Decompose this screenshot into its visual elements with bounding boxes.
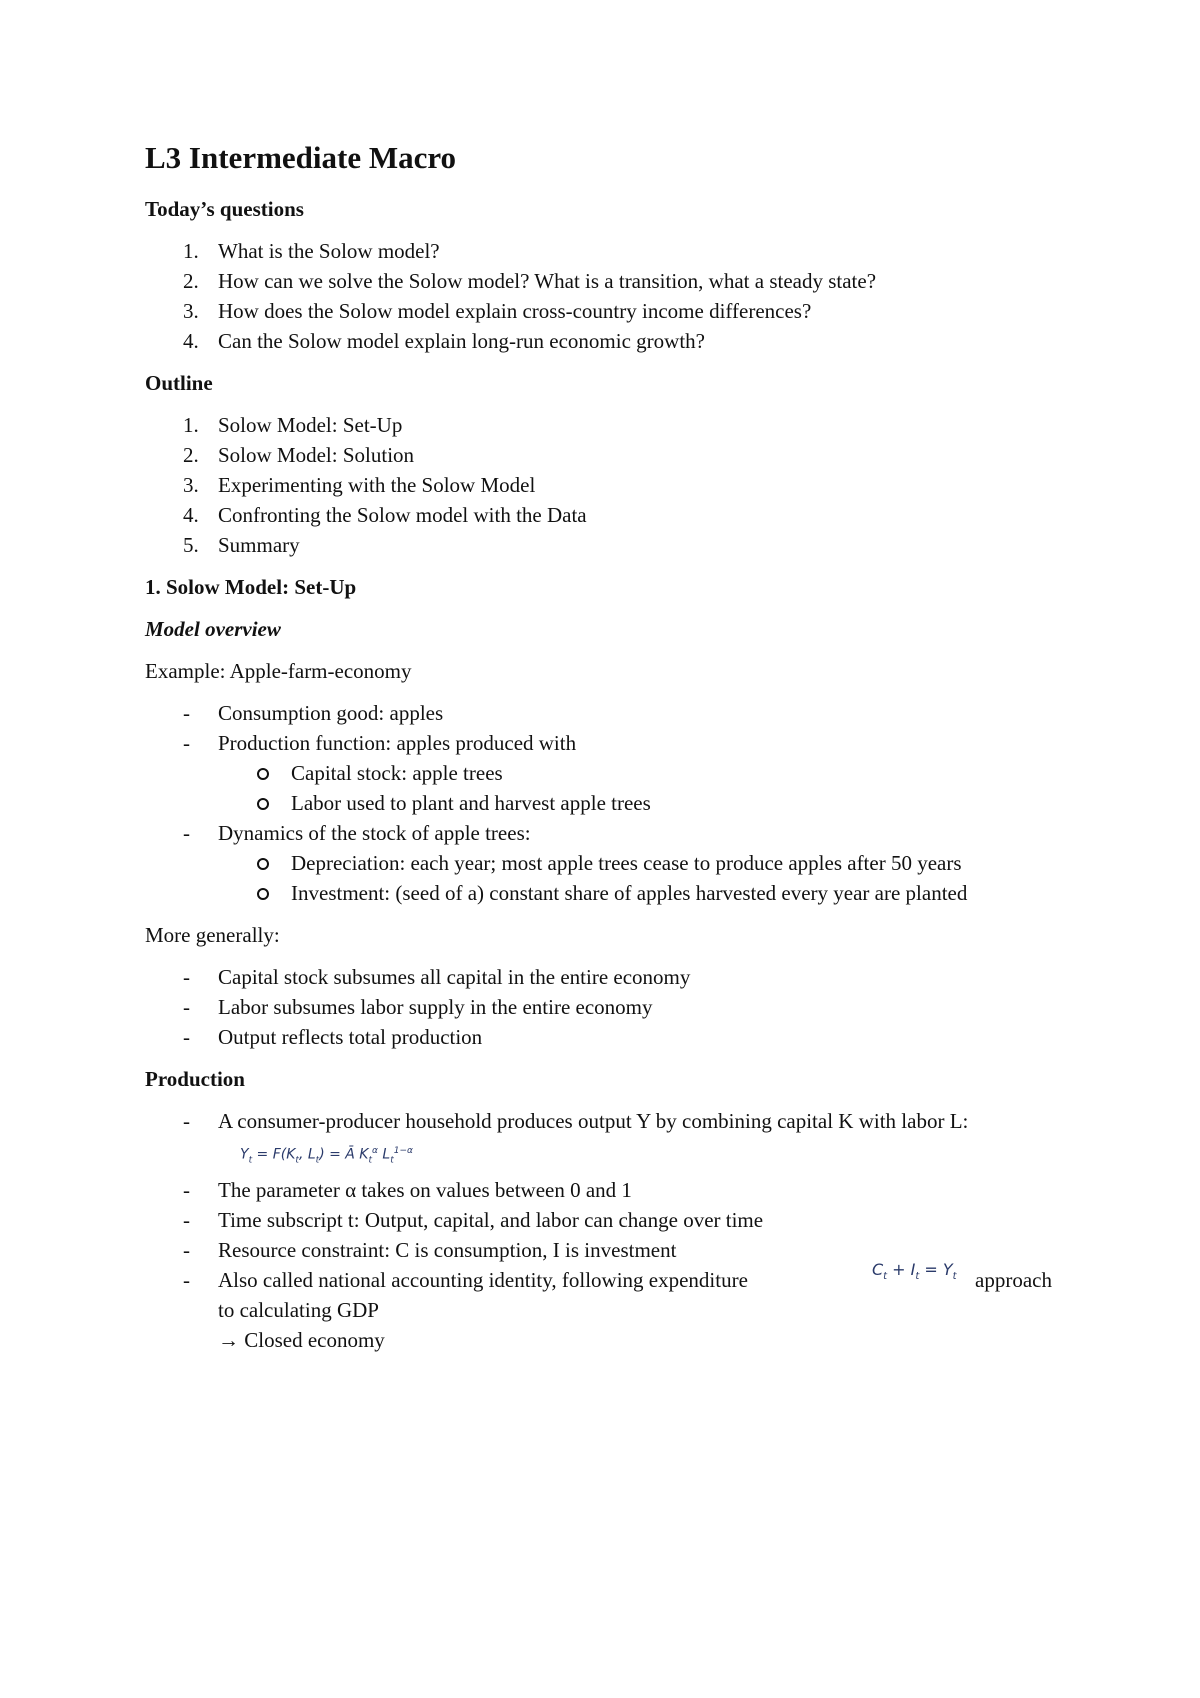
list-item: 4. Can the Solow model explain long-run economic growth? [183, 329, 705, 353]
general-list [145, 962, 1065, 1052]
questions-list [145, 236, 1065, 356]
production-list [145, 1106, 1065, 1355]
sub-list-item: Capital stock: apple trees [218, 758, 1065, 788]
circle-bullet-icon [257, 888, 269, 900]
page-title: L3 Intermediate Macro [145, 140, 457, 175]
list-item: 5. Summary [183, 533, 300, 557]
production-function-formula: $Y_t = F(K_t$, $L_t$) = Ā $K_t^\alpha$ $L_t^{1-\alpha}$ [240, 1146, 413, 1166]
list-item: - Production function: apples produced with Capital stock: apple trees Labor used to plant and harvest apple trees [145, 728, 1065, 818]
list-item: 3. Experimenting with the Solow Model [183, 473, 536, 497]
list-item: - The parameter α takes on values between 0 and 1 [183, 1178, 632, 1203]
outline-heading: Outline [145, 371, 213, 395]
list-item: - Capital stock subsumes all capital in the entire economy [183, 965, 691, 989]
questions-heading: Today’s questions [145, 197, 304, 221]
list-item: - Labor subsumes labor supply in the entire economy [183, 995, 653, 1019]
list-item: 3. How does the Solow model explain cross-country income differences? [183, 299, 812, 323]
example-text: Example: Apple-farm-economy [145, 659, 412, 683]
section-heading: 1. Solow Model: Set-Up [145, 575, 357, 599]
more-generally-text: More generally: [145, 923, 280, 947]
circle-bullet-icon [257, 858, 269, 870]
circle-bullet-icon [257, 798, 269, 810]
list-item: 2. Solow Model: Solution [183, 443, 415, 467]
subsection-heading: Model overview [145, 617, 281, 641]
list-item: - A consumer-producer household produces output Y by combining capital K with labor $L:Y_t = F(K_t$, $L_t$) = Ā $K_t^\alpha$ $L_t^{1-\alpha}$ [145, 1106, 1065, 1175]
overview-list [145, 698, 1065, 908]
list-item: - Dynamics of the stock of apple trees: Depreciation: each year; most apple trees cease to produce apples after 50 years Investment: (seed of a) constant share of apples harvested every year are planted [145, 818, 1065, 908]
sub-list-item: Depreciation: each year; most apple trees cease to produce apples after 50 years [218, 848, 1065, 878]
sub-list [218, 758, 1065, 818]
list-item: 4. Confronting the Solow model with the Data [183, 503, 587, 527]
list-item: 1. Solow Model: Set-Up [183, 413, 403, 437]
sub-list [218, 848, 1065, 908]
circle-bullet-icon [257, 768, 269, 780]
list-item: - Resource constraint: C is consumption, I is investment [183, 1238, 677, 1263]
list-item: - Also called national accounting identity, following expenditure $C_t + I_t = Y_t$ approach to calculating GDP → Closed economy [145, 1265, 1065, 1355]
resource-constraint-formula: $C_t + I_t = Y_t$ [872, 1260, 957, 1283]
sub-list-item: Labor used to plant and harvest apple trees [218, 788, 1065, 818]
list-item: - Time subscript t: Output, capital, and labor can change over time [183, 1208, 764, 1233]
list-item: 2. How can we solve the Solow model? What is a transition, what a steady state? [183, 269, 877, 293]
list-item: - Consumption good: apples [183, 701, 444, 725]
outline-list [145, 410, 1065, 560]
list-item: 1. What is the Solow model? [183, 239, 440, 263]
production-heading: Production [145, 1067, 245, 1091]
sub-list-item: Investment: (seed of a) constant share of apples harvested every year are planted [218, 878, 1065, 908]
list-item: - Output reflects total production [183, 1025, 483, 1049]
document-content [145, 138, 1065, 1367]
